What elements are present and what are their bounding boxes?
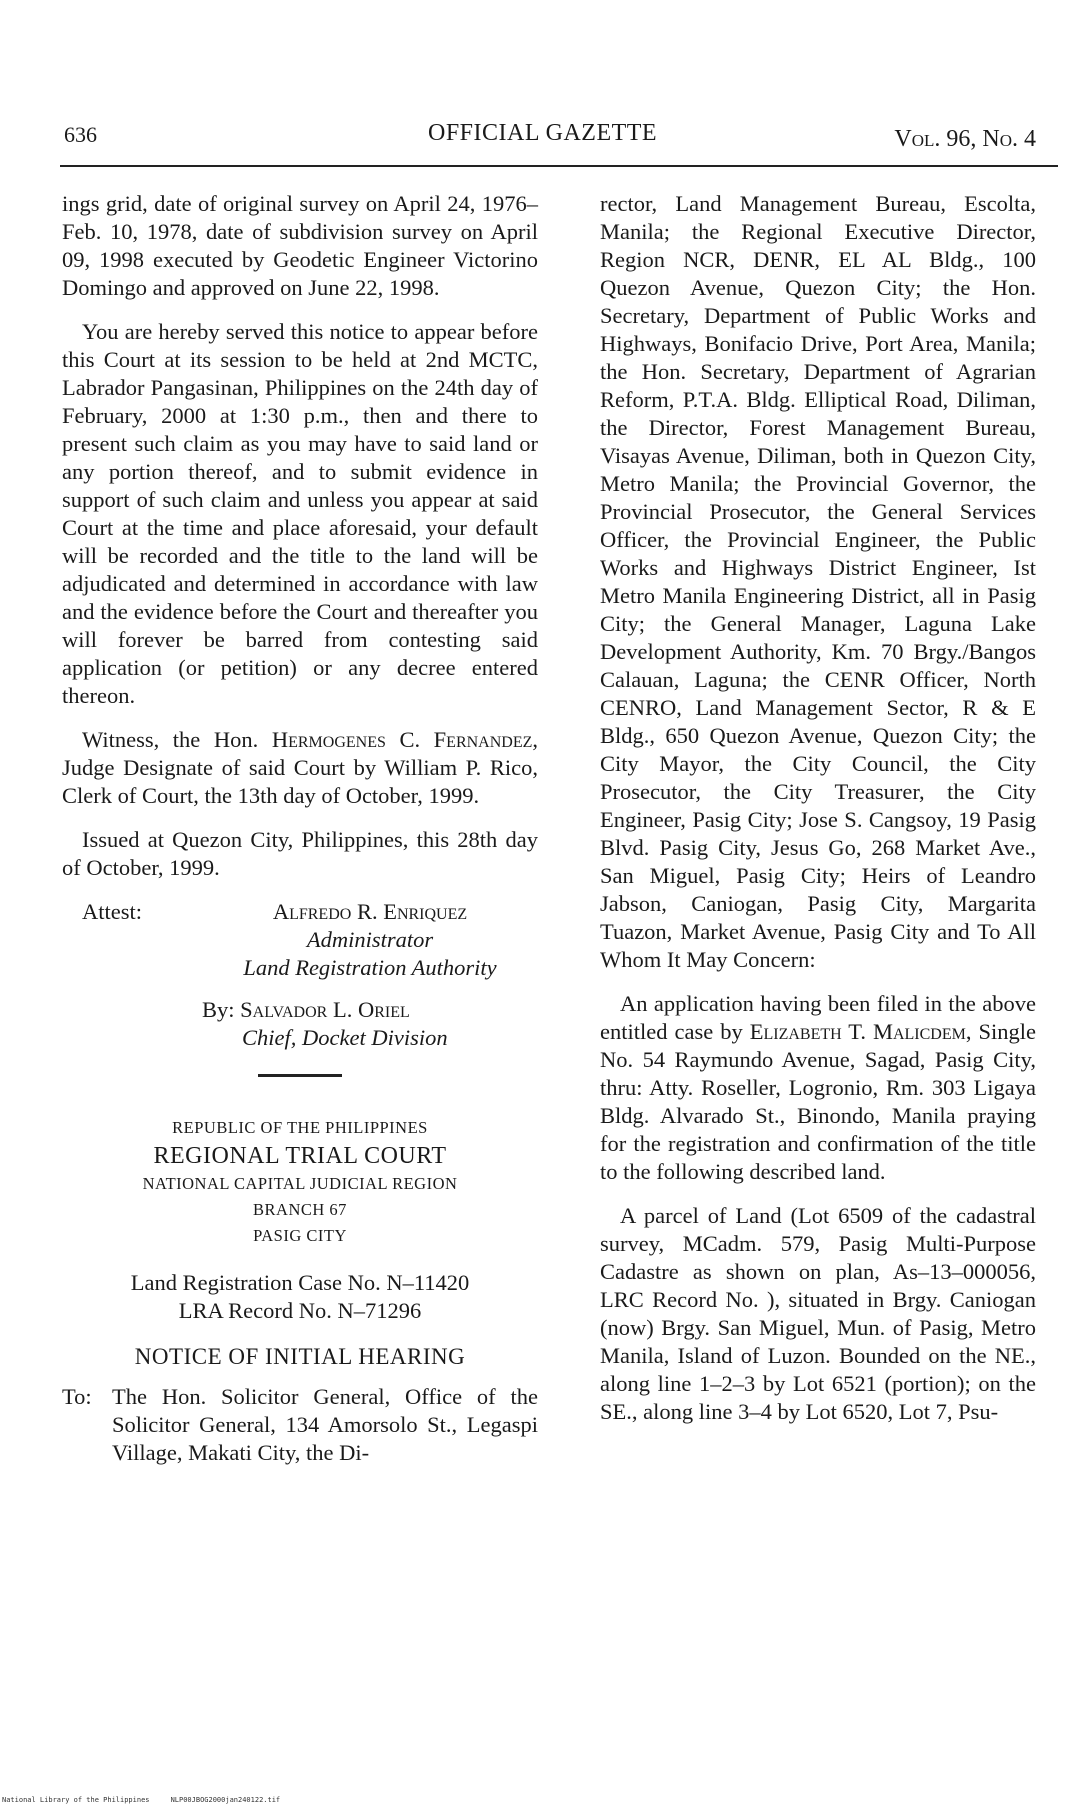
header-rule — [60, 165, 1058, 167]
right-column — [600, 190, 1036, 1442]
issued-paragraph: Issued at Quezon City, Philippines, this 28th day of October, 1999. — [62, 827, 538, 880]
scan-footer: National Library of the Philippines NLP00JBOG2000jan240122.tif — [2, 1796, 281, 1804]
attest-label: Attest: — [82, 899, 142, 924]
attest-title-1: Administrator — [306, 927, 434, 952]
by-block — [62, 996, 538, 1052]
court-heading — [62, 1115, 538, 1249]
case-number: Land Registration Case No. N–11420 — [130, 1270, 470, 1295]
by-label: By: — [202, 997, 235, 1022]
right-paragraph-3: A parcel of Land (Lot 6509 of the cadastral survey, MCadm. 579, Pasig Multi-Purpose Cadastre as shown on plan, As–13–000056, LRC Record No. ), situated in Brgy. Caniogan (now) Brgy. San Miguel, Mun. of Pasig, Metro Manila, Island of Luzon. Bounded on the NE., along line 1–2–3 by Lot 6521 (portion); on the SE., along line 3–4 by Lot 6520, Lot 7, Psu- — [600, 1203, 1036, 1424]
page-header — [60, 118, 1060, 154]
attest-title-2: Land Registration Authority — [243, 955, 497, 980]
witness-name: Hermogenes C. Fernandez — [271, 727, 533, 752]
by-title: Chief, Docket Division — [242, 1025, 448, 1050]
application-prefix: An application having been filed in the above entitled case by — [600, 991, 1036, 1044]
right-paragraph-1: rector, Land Management Bureau, Escolta, Manila; the Regional Executive Director, Region NCR, DENR, EL AL Bldg., 100 Quezon Avenue, Quezon City; the Hon. Secretary, Department of Public Works and Highways, Bonifacio Drive, Port Area, Manila; the Hon. Secretary, Department of Agrarian Reform, P.T.A. Bldg. Elliptical Road, Diliman, the Director, Forest Management Bureau, Visayas Avenue, Diliman, both in Quezon City, Metro Manila; the Provincial Governor, the Provincial Prosecutor, the General Services Officer, the Provincial Engineer, the Public Works and Highways District Engineer, Ist Metro Manila Engineering District, all in Pasig City; the General Manager, Laguna Lake Development Authority, Km. 70 Brgy./Bangos Calauan, Laguna; the CENR Officer, North CENRO, Land Management Sector, R & E Bldg., 650 Quezon Avenue, Quezon City; the City Mayor, the City Council, the City Prosecutor, the City Treasurer, the City Engineer, Pasig City; Jose S. Cangsoy, 19 Pasig Blvd. Pasig City, Jesus Go, 268 Market Ave., San Miguel, Pasig City; Heirs of Leandro Jabson, Caniogan, Pasig City, Margarita Tuazon, Market Avenue, Pasig City and To All Whom It May Concern: — [600, 191, 1036, 972]
witness-suffix: , Judge Designate of said Court by William P. Rico, Clerk of Court, the 13th day of October, 1999. — [62, 727, 539, 808]
witness-prefix: Witness, the Hon. — [82, 727, 259, 752]
volume-number: Vol. 96, No. 4 — [894, 126, 1036, 152]
journal-title: OFFICIAL GAZETTE — [428, 120, 658, 146]
by-name: Salvador L. Oriel — [240, 997, 410, 1022]
left-paragraph-1: ings grid, date of original survey on April 24, 1976–Feb. 10, 1978, date of subdivision survey on April 09, 1998 executed by Geodetic Engineer Victorino Domingo and approved on June 22, 1998. — [62, 191, 538, 300]
left-paragraph-2: You are hereby served this notice to appear before this Court at its session to be held at 2nd MCTC, Labrador Pangasinan, Philippines on the 24th day of February, 2000 at 1:30 p.m., then and there to present such claim as you may have to said land or any portion thereof, and to submit evidence in support of such claim and unless you appear at said Court at the time and place aforesaid, your default will be recorded and the title to the land will be adjudicated and determined in accordance with law and the evidence before the Court and thereafter you will forever be barred from contesting said application (or petition) or any decree entered thereon. — [62, 319, 538, 708]
left-column — [62, 190, 538, 1467]
branch-line: BRANCH 67 — [253, 1200, 347, 1219]
right-paragraph-2 — [600, 990, 1036, 1186]
witness-paragraph — [62, 726, 538, 810]
page-number: 636 — [64, 122, 97, 147]
application-suffix: , Single No. 54 Raymundo Avenue, Sagad, Pasig City, thru: Atty. Roseller, Logronio, Rm. 303 Ligaya Bldg. Alvarado St., Binondo, Manila praying for the registration and confirmation of the title to the following described land. — [600, 1019, 1036, 1184]
attest-signatory — [202, 898, 538, 982]
to-text: The Hon. Solicitor General, Office of the Solicitor General, 134 Amorsolo St., Legaspi Village, Makati City, the Di- — [112, 1384, 538, 1465]
notice-title: NOTICE OF INITIAL HEARING — [134, 1344, 466, 1369]
applicant-name: Elizabeth T. Malicdem — [749, 1019, 966, 1044]
case-numbers — [62, 1269, 538, 1325]
addressee-block — [62, 1383, 538, 1467]
attest-name: Alfredo R. Enriquez — [272, 899, 468, 924]
republic-line: REPUBLIC OF THE PHILIPPINES — [172, 1118, 428, 1137]
to-label: To: — [62, 1384, 92, 1409]
city-line: PASIG CITY — [253, 1226, 347, 1245]
court-name: REGIONAL TRIAL COURT — [153, 1143, 447, 1169]
attest-block — [62, 898, 538, 982]
region-line: NATIONAL CAPITAL JUDICIAL REGION — [142, 1174, 458, 1193]
section-divider — [258, 1074, 342, 1077]
lra-record-number: LRA Record No. N–71296 — [178, 1298, 422, 1323]
